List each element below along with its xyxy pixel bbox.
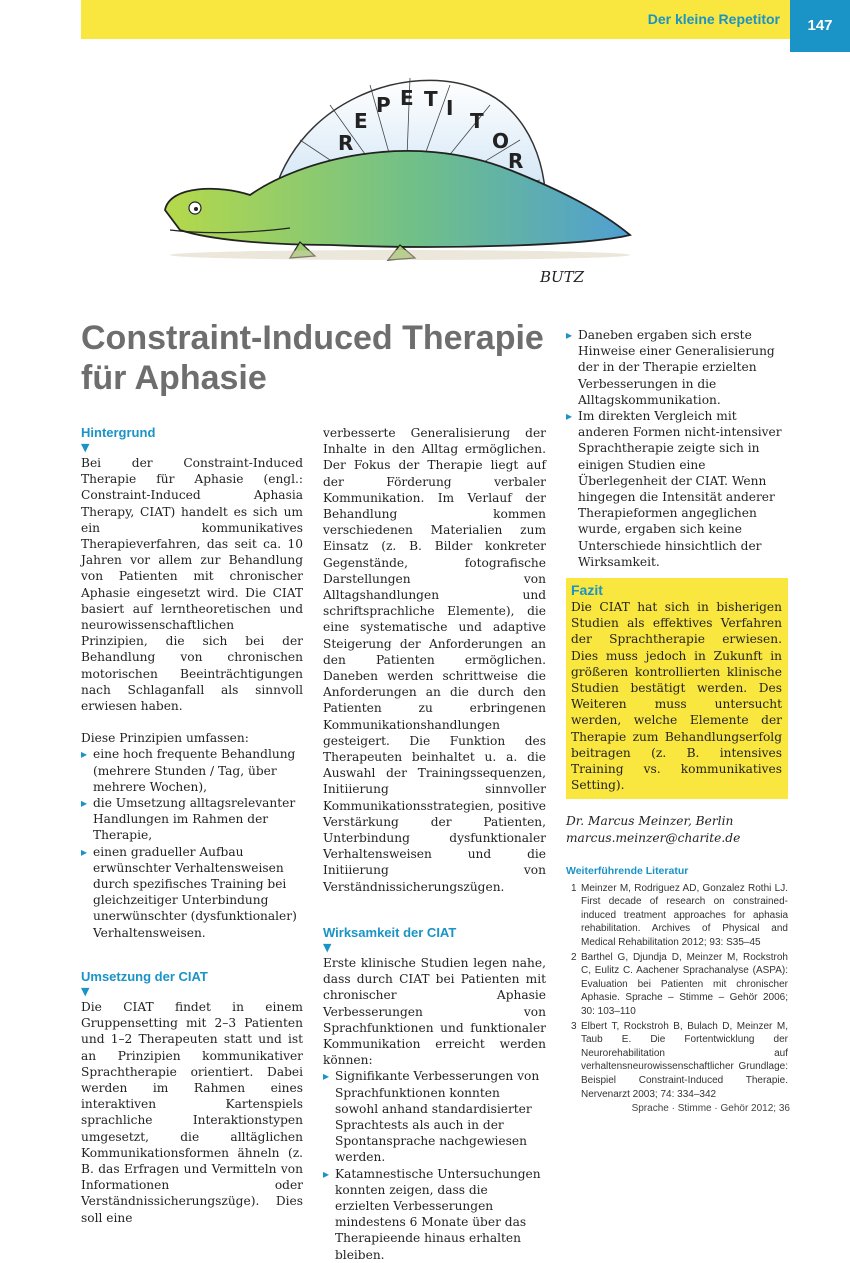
banner-letter: I [446, 96, 454, 120]
column-left [81, 425, 303, 1226]
triangle-down-icon: ▼ [81, 984, 90, 998]
heading-umsetzung: Umsetzung der CIAT [81, 968, 208, 984]
wirksamkeit-paragraph: Erste klinische Studien legen nahe, dass durch CIAT bei Patienten mit chronischer Aphasie Verbesserungen von Sprachfunktionen und funktionaler Kommunikation erreicht werden können: [323, 955, 546, 1068]
list-item: ▸ Signifikante Verbesserungen von Sprachfunktionen konnten sowohl anhand standardisierter Sprachtests als auch in der Spontansprache nachgewiesen werden. [323, 1068, 546, 1165]
banner-letter: R [508, 149, 524, 173]
article-title: Constraint-Induced Therapie für Aphasie [81, 319, 544, 397]
page-number: 147 [790, 0, 850, 52]
list-item: ▸ Katamnestische Untersuchungen konnten zeigen, dass die erzielten Verbesserungen mindestens 6 Monate über das Therapieende hinaus erhalten bleiben. [323, 1166, 546, 1263]
triangle-down-icon: ▼ [81, 441, 90, 454]
heading-wirksamkeit: Wirksamkeit der CIAT [323, 924, 457, 940]
banner-letter: T [470, 109, 484, 133]
heading-fazit: Fazit [571, 582, 603, 599]
author-name: Dr. Marcus Meinzer, Berlin [566, 814, 734, 829]
fazit-box [566, 578, 788, 799]
wirksamkeit-list-continued [566, 327, 788, 570]
column-middle [323, 425, 546, 1263]
banner-letter: T [424, 87, 438, 111]
list-item: ▸ Im direkten Vergleich mit anderen Formen nicht-intensiver Sprachtherapie zeigte sich in einigen Studien eine Überlegenheit der CIAT. Wenn hingegen die Intensität anderer Therapieformen angeglichen wurde, ergaben sich keine Unterschiede hinsichtlich der Wirksamkeit. [566, 408, 788, 570]
crocodile-cartoon-illustration [150, 60, 650, 295]
triangle-down-icon: ▼ [323, 940, 332, 954]
column-right [566, 327, 788, 1102]
list-item: ▸ einen gradueller Aufbau erwünschter Verhaltensweisen durch spezifisches Training bei gleichzeitiger Unterbindung unerwünschter (dysfunktionaler) Verhaltensweisen. [81, 844, 303, 941]
reference-item: 1 Meinzer M, Rodriguez AD, Gonzalez Rothi LJ. First decade of research on constrained-induced treatment approaches for aphasia rehabilitation. Archives of Physical and Medical Rehabilitation 2012; 93: S35–45 [571, 882, 788, 949]
reference-item: 2 Barthel G, Djundja D, Meinzer M, Rockstroh C, Eulitz C. Aachener Sprachanalyse (ASPA): Evaluation bei Patienten mit chronischer Aphasie. Sprache – Stimme – Gehör 2006; 30: 103–110 [571, 951, 788, 1018]
banner-letter: E [400, 86, 414, 110]
heading-hintergrund: Hintergrund [81, 425, 156, 440]
banner-letter: O [492, 129, 510, 153]
banner-letter: R [338, 131, 354, 155]
umsetzung-paragraph: Die CIAT findet in einem Gruppensetting mit 2–3 Patienten und 1–2 Therapeuten statt und ist an Prinzipien kommunikativer Sprachtherapie orientiert. Dabei werden im Rahmen eines interaktiven Kartenspiels sprachliche Interaktionstypen umgesetzt, die alltäglichen Kommunikationsformen ähneln (z. B. das Erfragen und Vermitteln von Informationen oder Verständnissicherungszüge). Dies soll eine [81, 999, 303, 1225]
reference-list [566, 882, 788, 1102]
artist-signature: BUTZ [540, 268, 585, 286]
literature-heading: Weiterführende Literatur [566, 865, 689, 878]
section-title: Der kleine Repetitor [647, 11, 780, 27]
prinzipien-list [81, 746, 303, 940]
prinzipien-intro: Diese Prinzipien umfassen: [81, 731, 249, 746]
list-item: ▸ die Umsetzung alltagsrelevanter Handlungen im Rahmen der Therapie, [81, 795, 303, 844]
wirksamkeit-list [323, 1068, 546, 1262]
fazit-text: Die CIAT hat sich in bisherigen Studien als effektives Verfahren der Sprachtherapie erwiesen. Dies muss jedoch in Zukunft in größeren kontrollierten klinische Studien bestätigt werden. Des Weiteren muss untersucht werden, welche Elemente der Therapie zum Behandlungserfolg beitragen (z. B. intensives Training vs. kommunikatives Setting). [571, 600, 782, 793]
list-item: ▸ Daneben ergaben sich erste Hinweise einer Generalisierung der in der Therapie erzielten Verbesserungen in die Alltagskommunikation. [566, 327, 788, 408]
author-block [566, 813, 788, 847]
footer-citation: Sprache · Stimme · Gehör 2012; 36 [631, 1103, 790, 1114]
header-bar [81, 0, 790, 39]
banner-letter: P [376, 93, 391, 117]
author-email[interactable]: marcus.meinzer@charite.de [566, 831, 741, 846]
list-item: ▸ eine hoch frequente Behandlung (mehrere Stunden / Tag, über mehrere Wochen), [81, 746, 303, 795]
banner-letter: E [354, 109, 368, 133]
hintergrund-paragraph: Bei der Constraint-Induced Therapie für Aphasie (engl.: Constraint-Induced Aphasia Therapy, CIAT) handelt es sich um ein kommunikatives Therapieverfahren, das seit ca. 10 Jahren vor allem zur Behandlung von Patienten mit chronischer Aphasie eingesetzt wird. Die CIAT basiert auf lerntheoretischen und neurowissenschaftlichen Prinzipien, die sich bei der Behandlung von chronischen motorischen Beeinträchtigungen nach Schlaganfall als sinnvoll erwiesen haben. [81, 456, 303, 714]
reference-item: 3 Elbert T, Rockstroh B, Bulach D, Meinzer M, Taub E. Die Fortentwicklung der Neurorehabilitation auf verhaltensneurowissenschaftlicher Grundlage: Beispiel Constraint-Induced Therapie. Nervenarzt 2003; 74: 334–342 [571, 1020, 788, 1100]
umsetzung-paragraph-continued: verbesserte Generalisierung der Inhalte in den Alltag ermöglichen. Der Fokus der Therapie liegt auf der Förderung verbaler Kommunikation. Im Verlauf der Behandlung kommen verschiedenen Materialien zum Einsatz (z. B. Bilder konkreter Gegenstände, fotografische Darstellungen von Alltagshandlungen und schriftsprachliche Elemente), die eine systematische und adaptive Steigerung der Anforderungen an den Patienten ermöglichen. Daneben werden schrittweise die Anforderungen an die durch den Patienten zu erbringenen Kommunikationshandlungen gesteigert. Die Funktion des Therapeuten beinhaltet u. a. die Auswahl der Trainingssequenzen, Initiierung sinnvoller Kommunikationsstrategien, positive Verstärkung der Patienten, Unterbindung dysfunktionaler Verhaltensweisen und die Initiierung von Verständnissicherungszügen. [323, 426, 546, 894]
